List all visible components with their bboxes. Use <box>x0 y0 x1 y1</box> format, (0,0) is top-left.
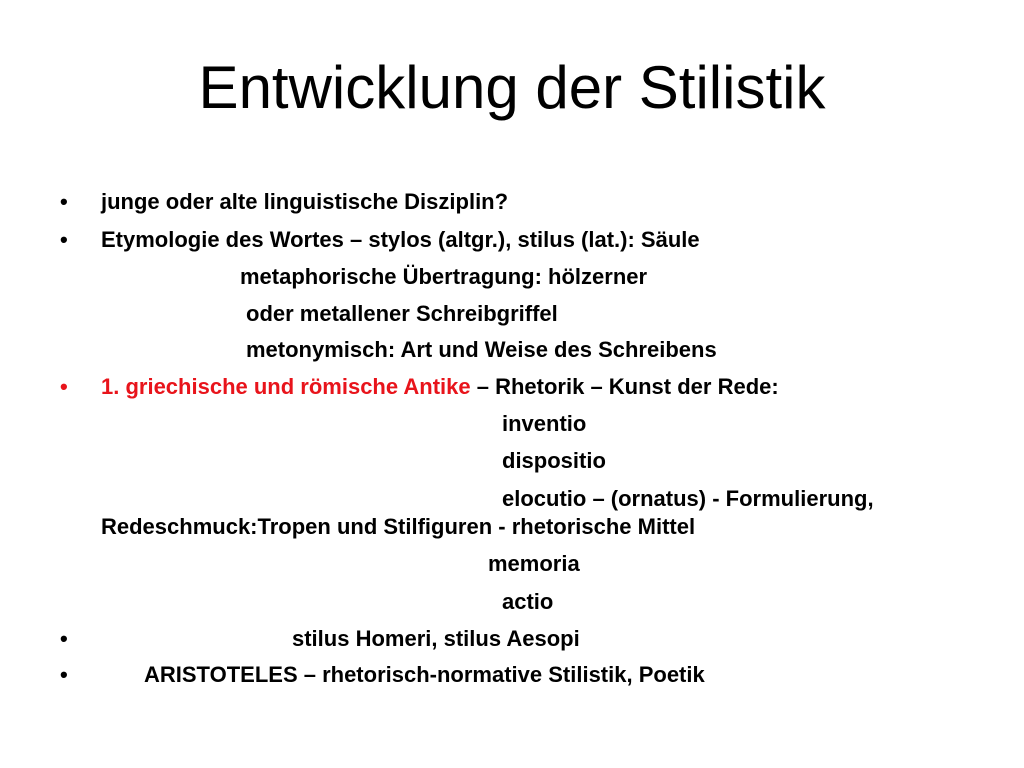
indent-text-metonymy: metonymisch: Art und Weise des Schreibens <box>246 337 717 362</box>
indent-text-dispositio: dispositio <box>502 448 606 473</box>
slide-title: Entwicklung der Stilistik <box>198 54 826 121</box>
bullet-text-rhetoric: – Rhetorik – Kunst der Rede: <box>470 374 779 399</box>
indent-text-memoria: memoria <box>488 551 580 576</box>
bullet-marker-red: • <box>60 374 68 399</box>
indent-text-metaphor: metaphorische Übertragung: hölzerner <box>240 264 648 289</box>
bullet-marker: • <box>60 626 68 651</box>
indent-text-stylus: oder metallener Schreibgriffel <box>246 301 558 326</box>
highlight-text-antiquity: 1. griechische und römische Antike <box>101 374 471 399</box>
bullet-marker: • <box>60 189 68 214</box>
indent-text-redeschmuck: Redeschmuck:Tropen und Stilfiguren - rhetorische Mittel <box>101 514 696 539</box>
bullet-text-antiquity <box>101 374 779 400</box>
indent-text-actio: actio <box>502 589 554 614</box>
bullet-text-aristoteles: ARISTOTELES – rhetorisch-normative Stilistik, Poetik <box>144 662 705 687</box>
indent-text-inventio: inventio <box>502 411 587 436</box>
bullet-text-etymology: Etymologie des Wortes – stylos (altgr.), stilus (lat.): Säule <box>101 227 700 252</box>
bullet-marker: • <box>60 662 68 687</box>
bullet-text-discipline: junge oder alte linguistische Disziplin? <box>101 189 509 214</box>
bullet-marker: • <box>60 227 68 252</box>
bullet-text-stilus-homeri: stilus Homeri, stilus Aesopi <box>292 626 580 651</box>
indent-text-elocutio: elocutio – (ornatus) - Formulierung, <box>502 486 874 511</box>
